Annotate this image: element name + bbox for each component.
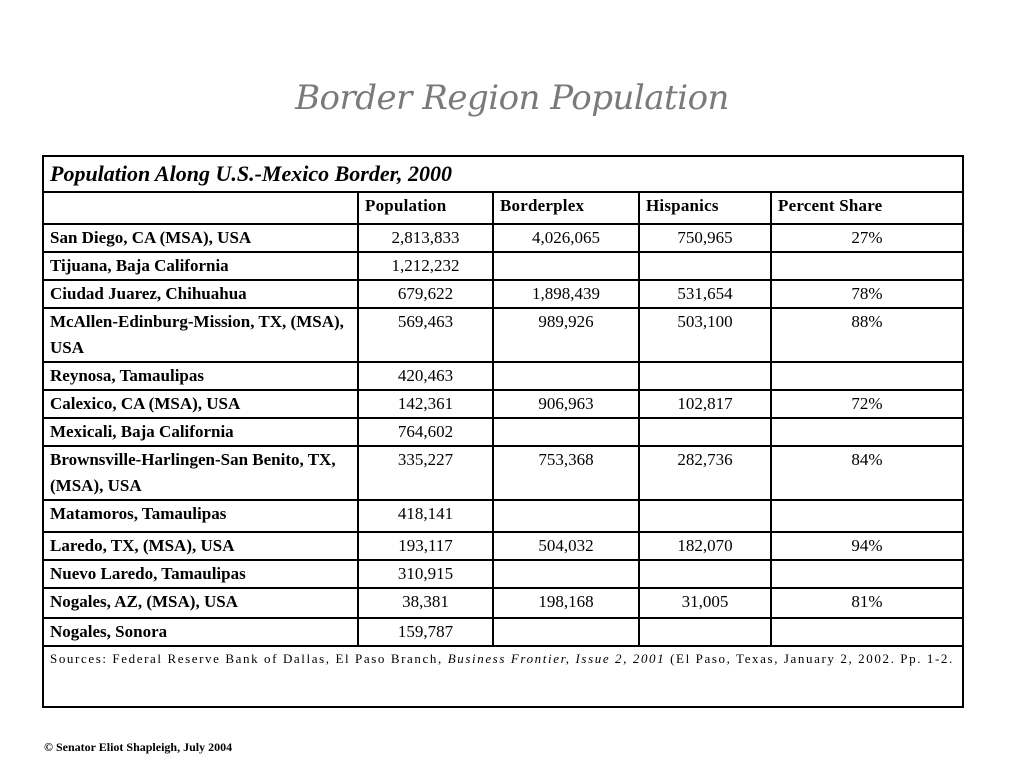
percent-cell — [771, 618, 962, 646]
hispanics-cell: 282,736 — [639, 446, 771, 500]
borderplex-cell — [493, 618, 639, 646]
location-name-cell: Mexicali, Baja California — [44, 418, 358, 446]
table-row — [44, 308, 962, 362]
borderplex-cell: 989,926 — [493, 308, 639, 362]
percent-cell: 81% — [771, 588, 962, 618]
table-row — [44, 560, 962, 588]
location-name-cell: Laredo, TX, (MSA), USA — [44, 532, 358, 560]
population-cell: 679,622 — [358, 280, 493, 308]
borderplex-cell: 504,032 — [493, 532, 639, 560]
hispanics-cell — [639, 362, 771, 390]
percent-cell: 94% — [771, 532, 962, 560]
percent-cell: 27% — [771, 224, 962, 252]
borderplex-cell — [493, 362, 639, 390]
percent-cell — [771, 418, 962, 446]
hispanics-cell — [639, 418, 771, 446]
population-table — [44, 157, 962, 701]
table-row — [44, 418, 962, 446]
table-row — [44, 390, 962, 418]
column-header-percent-share: Percent Share — [771, 192, 962, 224]
location-name-cell: McAllen-Edinburg-Mission, TX, (MSA), USA — [44, 308, 358, 362]
percent-cell: 78% — [771, 280, 962, 308]
borderplex-cell: 1,898,439 — [493, 280, 639, 308]
population-cell: 193,117 — [358, 532, 493, 560]
column-header-hispanics: Hispanics — [639, 192, 771, 224]
location-name-cell: Brownsville-Harlingen-San Benito, TX, (MSA), USA — [44, 446, 358, 500]
table-row — [44, 362, 962, 390]
column-header-population: Population — [358, 192, 493, 224]
hispanics-cell: 503,100 — [639, 308, 771, 362]
hispanics-cell: 750,965 — [639, 224, 771, 252]
hispanics-cell — [639, 500, 771, 532]
borderplex-cell — [493, 560, 639, 588]
population-cell: 335,227 — [358, 446, 493, 500]
location-name-cell: Reynosa, Tamaulipas — [44, 362, 358, 390]
hispanics-cell — [639, 252, 771, 280]
column-header-name — [44, 192, 358, 224]
hispanics-cell — [639, 560, 771, 588]
borderplex-cell: 198,168 — [493, 588, 639, 618]
borderplex-cell: 4,026,065 — [493, 224, 639, 252]
location-name-cell: Tijuana, Baja California — [44, 252, 358, 280]
hispanics-cell: 102,817 — [639, 390, 771, 418]
population-cell: 420,463 — [358, 362, 493, 390]
population-cell: 1,212,232 — [358, 252, 493, 280]
location-name-cell: Nogales, AZ, (MSA), USA — [44, 588, 358, 618]
copyright-footer: © Senator Eliot Shapleigh, July 2004 — [44, 740, 233, 754]
population-cell: 418,141 — [358, 500, 493, 532]
location-name-cell: Calexico, CA (MSA), USA — [44, 390, 358, 418]
table-row — [44, 446, 962, 500]
borderplex-cell — [493, 252, 639, 280]
source-prefix: Sources: Federal Reserve Bank of Dallas, El Paso Branch, — [50, 651, 448, 666]
table-header-row — [44, 192, 962, 224]
borderplex-cell: 753,368 — [493, 446, 639, 500]
hispanics-cell: 531,654 — [639, 280, 771, 308]
hispanics-cell — [639, 618, 771, 646]
percent-cell: 72% — [771, 390, 962, 418]
source-publication: Business Frontier, Issue 2, 2001 — [447, 651, 666, 666]
location-name-cell: Matamoros, Tamaulipas — [44, 500, 358, 532]
location-name-cell: Ciudad Juarez, Chihuahua — [44, 280, 358, 308]
population-table-frame — [42, 155, 964, 708]
population-cell: 2,813,833 — [358, 224, 493, 252]
population-cell: 142,361 — [358, 390, 493, 418]
hispanics-cell: 182,070 — [639, 532, 771, 560]
population-cell: 764,602 — [358, 418, 493, 446]
percent-cell — [771, 560, 962, 588]
percent-cell — [771, 500, 962, 532]
location-name-cell: Nuevo Laredo, Tamaulipas — [44, 560, 358, 588]
percent-cell: 88% — [771, 308, 962, 362]
population-cell: 159,787 — [358, 618, 493, 646]
percent-cell: 84% — [771, 446, 962, 500]
column-header-borderplex: Borderplex — [493, 192, 639, 224]
table-source-note — [44, 646, 962, 701]
percent-cell — [771, 362, 962, 390]
table-row — [44, 588, 962, 618]
table-caption-row — [44, 157, 962, 192]
borderplex-cell: 906,963 — [493, 390, 639, 418]
table-row — [44, 618, 962, 646]
table-row — [44, 280, 962, 308]
slide-title: Border Region Population — [295, 78, 729, 118]
source-suffix: (El Paso, Texas, January 2, 2002. Pp. 1-2. — [665, 651, 954, 666]
table-row — [44, 500, 962, 532]
population-cell: 569,463 — [358, 308, 493, 362]
table-source-row — [44, 646, 962, 701]
location-name-cell: Nogales, Sonora — [44, 618, 358, 646]
location-name-cell: San Diego, CA (MSA), USA — [44, 224, 358, 252]
table-row — [44, 532, 962, 560]
borderplex-cell — [493, 418, 639, 446]
population-cell: 310,915 — [358, 560, 493, 588]
table-row — [44, 224, 962, 252]
population-cell: 38,381 — [358, 588, 493, 618]
borderplex-cell — [493, 500, 639, 532]
percent-cell — [771, 252, 962, 280]
table-caption: Population Along U.S.-Mexico Border, 2000 — [44, 157, 962, 192]
hispanics-cell: 31,005 — [639, 588, 771, 618]
table-row — [44, 252, 962, 280]
